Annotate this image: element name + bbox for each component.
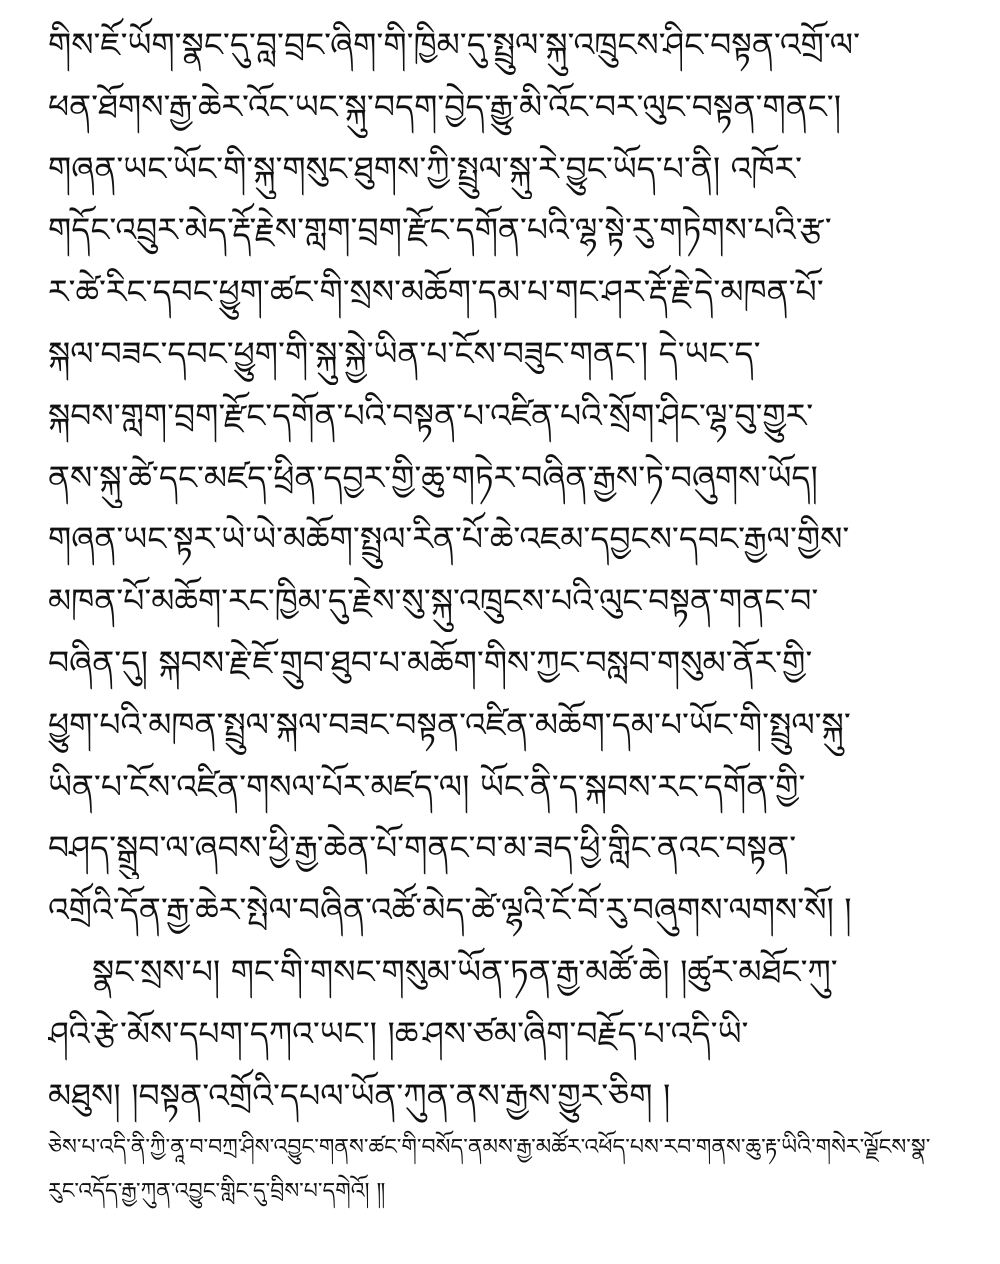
text-line-5: ར་ཚེ་རིང་དབང་ཕྱུག་ཚང་གི་སྲས་མཆོག་དམ་པ་གང་ཤར་རྡོ་རྗེ་དེ་མཁན་པོ་ — [48, 272, 824, 312]
verse-line-3: མཐུས། །བསྟན་འགྲོའི་དཔལ་ཡོན་ཀུན་ནས་རྒྱས་གྱུར་ཅིག ། — [48, 1075, 671, 1115]
tibetan-text-body — [48, 14, 958, 1214]
text-line-11: བཞིན་དུ། སྐབས་རྗེ་ཇོ་གྲུབ་ཐུབ་པ་མཆོག་གིས་ཀྱང་བསླབ་གསུམ་ནོར་གྱི་ — [48, 642, 813, 682]
verse-line-2: ཤའི་རྩེ་མོས་དཔག་དཀའ་ཡང་། །ཆ་ཤས་ཙམ་ཞིག་བརྗོད་པ་འདི་ཡི་ — [48, 1013, 749, 1053]
text-line-14: བཤད་སྒྲུབ་ལ་ཞབས་ཕྱི་རྒྱ་ཆེན་པོ་གནང་བ་མ་ཟད་ཕྱི་གླིང་ནའང་བསྟན་ — [48, 828, 797, 868]
colophon-line-2: རུང་འདོད་རྒྱ་ཀུན་འབྱུང་གླིང་དུ་བྲིས་པ་དགེའོ། ༎ — [48, 1179, 386, 1205]
text-line-6: སྐལ་བཟང་དབང་ཕྱུག་གི་སྐུ་སྐྱེ་ཡིན་པ་ངོས་བཟུང་གནང་། དེ་ཡང་ད་ — [48, 333, 761, 373]
verse-line-1: སྣང་སྲས་པ། གང་གི་གསང་གསུམ་ཡོན་ཏན་རྒྱ་མཚོ་ཆེ། །ཚུར་མཐོང་ཀུ་ — [92, 951, 838, 991]
text-line-1: གིས་ཇོ་ཡོག་སྣང་དུ་བླ་བྲང་ཞིག་གི་ཁྱིམ་དུ་སྤྲུལ་སྐུ་འཁྲུངས་ཤིང་བསྟན་འགྲོ་ལ་ — [48, 25, 861, 64]
text-line-15: འགྲོའི་དོན་རྒྱ་ཆེར་སྤེལ་བཞིན་འཚོ་མེད་ཚེ་ལྷའི་ངོ་བོ་རུ་བཞུགས་ལགས་སོ། ། — [48, 890, 852, 930]
text-line-12: ཕྱུག་པའི་མཁན་སྤྲུལ་སྐལ་བཟང་བསྟན་འཛིན་མཆོག་དམ་པ་ཡོང་གི་སྤྲུལ་སྐུ་ — [48, 704, 851, 744]
text-line-9: གཞན་ཡང་སྟར་ཡེ་ཡེ་མཆོག་སྤྲུལ་རིན་པོ་ཆེ་འཇམ་དབྱངས་དབང་རྒྱལ་གྱིས་ — [48, 519, 850, 559]
text-line-4: གདོང་འབྲུར་མེད་རྡོ་རྗེས་གླག་བྲག་རྫོང་དགོན་པའི་ལྷ་སྟེ་རུ་གཏེགས་པའི་རྩ་ — [48, 210, 832, 250]
text-line-8: ནས་སྐུ་ཚེ་དང་མཛད་ཕྲིན་དབྱར་གྱི་ཆུ་གཏེར་བཞིན་རྒྱས་ཏེ་བཞུགས་ཡོད། — [48, 457, 818, 497]
text-line-13: ཡིན་པ་ངོས་འཛིན་གསལ་པོར་མཛད་ལ། ཡོང་ནི་ད་སྐབས་རང་དགོན་གྱི་ — [48, 766, 806, 806]
text-line-3: གཞན་ཡང་ཡོང་གི་སྐུ་གསུང་ཐུགས་ཀྱི་སྤྲུལ་སྐུ་རེ་བྱུང་ཡོད་པ་ནི། འཁོར་ — [48, 148, 803, 188]
colophon-line-1: ཅེས་པ་འདི་ནི་ཀྱི་ནཱ་བ་བཀྲ་ཤིས་འབྱུང་གནས་ཚང་གི་བསོད་ནམས་རྒྱ་མཚོར་འཕོད་པས་རབ་གནས་ཆུ་རྟ་ཡིའི་གསེར་ལྗོངས་སྣ་ — [48, 1135, 931, 1161]
text-line-7: སྐབས་གླག་བྲག་རྫོང་དགོན་པའི་བསྟན་པ་འཛིན་པའི་སྲོག་ཤིང་ལྷ་བུ་གྱུར་ — [48, 395, 814, 435]
text-line-10: མཁན་པོ་མཆོག་རང་ཁྱིམ་དུ་རྗེས་སུ་སྐུ་འཁྲུངས་པའི་ལུང་བསྟན་གནང་བ་ — [48, 581, 819, 621]
text-line-2: ཕན་ཐོགས་རྒྱ་ཆེར་འོང་ཡང་སྐུ་བདག་བྱེད་རྒྱུ་མི་འོང་བར་ལུང་བསྟན་གནང་། — [48, 86, 842, 126]
